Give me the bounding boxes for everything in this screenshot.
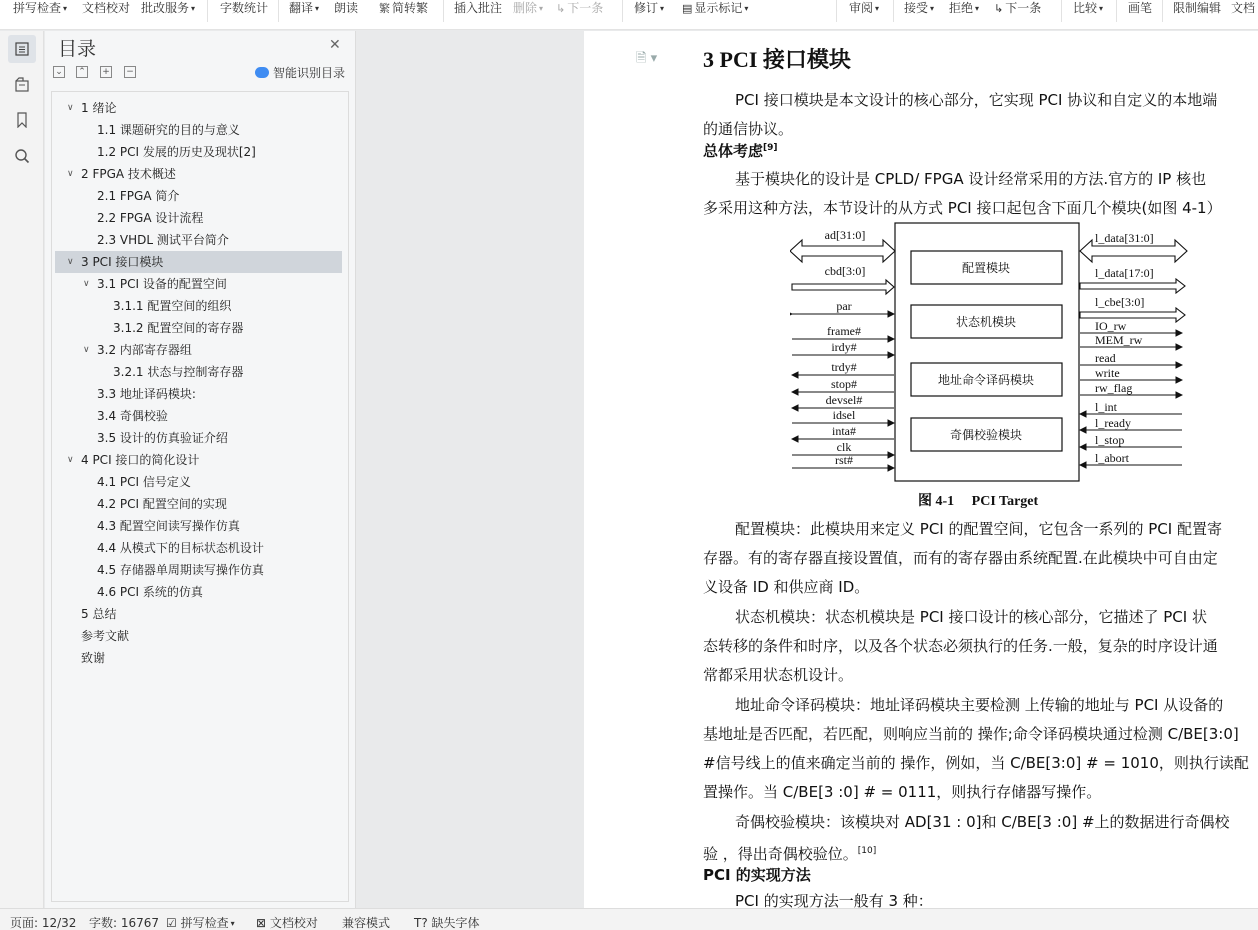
- bookmark-icon: [14, 112, 30, 128]
- toc-item[interactable]: [55, 603, 342, 625]
- paragraph-line: 基于模块化的设计是 CPLD/ FPGA 设计经常采用的方法.官方的 IP 核也: [735, 170, 1207, 188]
- chevron-down-icon: ▾: [660, 4, 665, 13]
- chevron-down-icon[interactable]: ∨: [83, 345, 90, 355]
- ai-robot-icon: [255, 67, 269, 78]
- signal-label: inta#: [832, 424, 856, 438]
- track-changes-label: 修订: [634, 1, 659, 15]
- paragraph-line: 常都采用状态机设计。: [703, 666, 854, 684]
- expand-up-icon[interactable]: ⌃: [76, 66, 88, 78]
- toc-item[interactable]: [55, 493, 342, 515]
- toolbar-divider: [836, 0, 837, 22]
- left-signals: [790, 228, 895, 468]
- toolbar-divider: [622, 0, 623, 22]
- toc-item-label: 3 PCI 接口模块: [81, 255, 164, 269]
- toc-item-label: 3.4 奇偶校验: [97, 409, 168, 423]
- chevron-down-icon: ▾: [930, 4, 935, 13]
- chevron-down-icon: ▾: [539, 4, 544, 13]
- chevron-down-icon[interactable]: ∨: [83, 279, 90, 289]
- next-icon: ↳: [556, 2, 566, 15]
- read-aloud-button[interactable]: 朗读: [334, 1, 359, 15]
- figure-caption-number: 图 4-1: [918, 494, 955, 509]
- chevron-down-icon[interactable]: ∨: [67, 257, 74, 267]
- toc-icon: [14, 41, 30, 57]
- signal-label: trdy#: [831, 360, 857, 374]
- paragraph-line: 存器。有的寄存器直接设置值，而有的寄存器由系统配置.在此模块中可自由定: [703, 549, 1218, 567]
- toc-item[interactable]: [55, 185, 342, 207]
- status-bar: [0, 908, 1258, 930]
- toc-item-label: 4.3 配置空间读写操作仿真: [97, 519, 240, 533]
- status-proof-label: 文档校对: [269, 916, 318, 930]
- ai-toc-button[interactable]: [255, 64, 345, 81]
- toolbar-divider: [1116, 0, 1117, 22]
- add-heading-icon[interactable]: +: [100, 66, 112, 78]
- module-block-label: 奇偶校验模块: [949, 428, 1023, 442]
- search-button[interactable]: [8, 142, 36, 170]
- toc-item[interactable]: [55, 515, 342, 537]
- toc-item[interactable]: [55, 317, 342, 339]
- toc-item-label: 2.2 FPGA 设计流程: [97, 211, 204, 225]
- track-changes-button[interactable]: [634, 0, 664, 16]
- toc-item-label: 1.2 PCI 发展的历史及现状[2]: [97, 145, 256, 159]
- signal-label: clk: [836, 440, 852, 454]
- figure-caption-title: PCI Target: [971, 494, 1039, 509]
- toc-item[interactable]: [55, 251, 342, 273]
- status-proof-button[interactable]: [256, 914, 318, 930]
- signal-label: l_abort: [1095, 451, 1129, 465]
- chevron-down-icon: ▾: [315, 4, 320, 13]
- toc-item[interactable]: [55, 537, 342, 559]
- missing-font-label: 缺失字体: [431, 916, 480, 930]
- toc-item[interactable]: [55, 141, 342, 163]
- next-change-button[interactable]: [994, 0, 1041, 16]
- toolbar-divider: [207, 0, 208, 22]
- signal-label: l_ready: [1095, 416, 1131, 430]
- toc-item-label: 4.6 PCI 系统的仿真: [97, 585, 203, 599]
- chevron-down-icon: ▾: [875, 4, 880, 13]
- close-icon[interactable]: ✕: [329, 37, 341, 53]
- markup-icon: ▤: [682, 2, 693, 15]
- paragraph-line: 奇偶校验模块：该模块对 AD[31 : 0]和 C/BE[3 :0] #上的数据进行奇偶校: [735, 813, 1230, 831]
- toc-item-label: 1 绪论: [81, 101, 117, 115]
- signal-label: MEM_rw: [1095, 333, 1143, 347]
- toc-panel: [45, 31, 356, 908]
- status-spell-check-button[interactable]: [166, 914, 235, 930]
- signal-label: rw_flag: [1095, 381, 1133, 395]
- translate-button[interactable]: [289, 0, 319, 16]
- bookmark-button[interactable]: [8, 106, 36, 134]
- paragraph-line: PCI 接口模块是本文设计的核心部分，它实现 PCI 协议和自定义的本地端: [735, 91, 1218, 109]
- word-count-indicator[interactable]: 字数: 16767: [89, 916, 160, 930]
- toc-item-label: 4.4 从模式下的目标状态机设计: [97, 541, 264, 555]
- signal-label: l_cbe[3:0]: [1095, 295, 1145, 309]
- toc-item[interactable]: [55, 647, 342, 669]
- next-label: 下一条: [567, 1, 604, 15]
- translate-label: 翻译: [289, 1, 314, 15]
- paragraph-line: 的通信协议。: [703, 120, 794, 138]
- next-change-label: 下一条: [1005, 1, 1042, 15]
- toc-item-label: 2 FPGA 技术概述: [81, 167, 176, 181]
- toc-item-label: 2.3 VHDL 测试平台简介: [97, 233, 229, 247]
- missing-font-button[interactable]: [414, 914, 480, 930]
- section-heading: [703, 140, 778, 161]
- review-button[interactable]: [849, 0, 879, 16]
- signal-label: par: [836, 299, 852, 313]
- toc-item-label: 2.1 FPGA 简介: [97, 189, 180, 203]
- chevron-down-icon: ▾: [975, 4, 980, 13]
- toc-item[interactable]: [55, 383, 342, 405]
- toc-item-label: 3.1 PCI 设备的配置空间: [97, 277, 227, 291]
- accept-label: 接受: [904, 1, 929, 15]
- compare-label: 比较: [1073, 1, 1098, 15]
- spell-check-label: 拼写检查: [13, 1, 62, 15]
- paragraph-text: 验 ，得出奇偶校验位。: [703, 845, 858, 863]
- toc-item-label: 1.1 课题研究的目的与意义: [97, 123, 240, 137]
- signal-label: IO_rw: [1095, 319, 1127, 333]
- toc-item-label: 3.3 地址译码模块:: [97, 387, 196, 401]
- check-icon: ☑: [166, 916, 177, 930]
- figure-caption: [918, 490, 1038, 510]
- document-page[interactable]: [584, 31, 1258, 908]
- signal-label: l_int: [1095, 400, 1118, 414]
- toc-title: 目录: [58, 38, 97, 60]
- toolbar-divider: [443, 0, 444, 22]
- toc-item[interactable]: [55, 229, 342, 251]
- pci-target-figure: [790, 221, 1190, 483]
- toolbar-divider: [893, 0, 894, 22]
- signal-label: write: [1095, 366, 1120, 380]
- next-icon: ↳: [994, 2, 1004, 15]
- status-spell-label: 拼写检查: [180, 916, 229, 930]
- signal-label: l_data[17:0]: [1095, 266, 1154, 280]
- show-markup-button[interactable]: [682, 0, 748, 16]
- toc-item[interactable]: [55, 581, 342, 603]
- ai-toc-label: 智能识别目录: [273, 66, 346, 80]
- toc-pane-button[interactable]: [8, 35, 36, 63]
- toc-item[interactable]: [55, 119, 342, 141]
- signal-label: irdy#: [831, 340, 857, 354]
- signal-label: idsel: [832, 408, 856, 422]
- signal-label: l_data[31:0]: [1095, 231, 1154, 245]
- chevron-down-icon: ▾: [191, 4, 196, 13]
- spell-check-button[interactable]: [13, 0, 67, 16]
- toc-item[interactable]: [55, 207, 342, 229]
- toc-item-label: 4.2 PCI 配置空间的实现: [97, 497, 227, 511]
- paragraph-line: #信号线上的值来确定当前的 操作，例如，当 C/BE[3:0] # = 1010，则执行读配: [703, 754, 1249, 772]
- page-title: 3 PCI 接口模块: [703, 47, 851, 72]
- accept-button[interactable]: [904, 0, 934, 16]
- collapse-all-icon[interactable]: ⌄: [53, 66, 65, 78]
- proof-icon: ⊠: [256, 916, 267, 930]
- toc-item[interactable]: [55, 471, 342, 493]
- section-heading-text: 总体考虑: [703, 142, 764, 160]
- font-warning-icon: T?: [414, 916, 428, 930]
- remove-heading-icon[interactable]: −: [124, 66, 136, 78]
- paragraph-line: 地址命令译码模块：地址译码模块主要检测 上传输的地址与 PCI 从设备的: [735, 696, 1224, 714]
- chevron-down-icon: ▾: [63, 4, 68, 13]
- doc-more-button[interactable]: 文档: [1231, 1, 1256, 15]
- document-gutter: [357, 31, 583, 908]
- toolbar-divider: [1061, 0, 1062, 22]
- chevron-down-icon: ▾: [230, 919, 235, 928]
- page-options-icon[interactable]: 🗎 ▾: [636, 51, 658, 66]
- toc-item-label: 4.5 存储器单周期读写操作仿真: [97, 563, 264, 577]
- toc-item-label: 致谢: [81, 651, 106, 665]
- toc-item[interactable]: [55, 449, 342, 471]
- bus-arrow: [792, 280, 894, 294]
- toc-item-label: 3.1.1 配置空间的组织: [113, 299, 232, 313]
- toolbar-divider: [1162, 0, 1163, 22]
- toc-item-label: 3.2 内部寄存器组: [97, 343, 192, 357]
- module-block-label: 状态机模块: [955, 315, 1017, 329]
- signal-label: devsel#: [825, 393, 863, 407]
- signal-label: read: [1095, 351, 1116, 365]
- toc-item[interactable]: [55, 339, 342, 361]
- module-block-label: 地址命令译码模块: [937, 373, 1035, 387]
- reject-button[interactable]: [949, 0, 979, 16]
- right-signals: [1080, 231, 1187, 465]
- toc-item[interactable]: [55, 559, 342, 581]
- word-count-button[interactable]: 字数统计: [220, 1, 269, 15]
- simp-trad-button[interactable]: [379, 0, 428, 16]
- nav-icon-rail: [0, 31, 44, 908]
- restrict-edit-button[interactable]: 限制编辑: [1173, 1, 1222, 15]
- toc-item[interactable]: [55, 427, 342, 449]
- chevron-down-icon: ▾: [744, 4, 749, 13]
- compare-button[interactable]: [1073, 0, 1103, 16]
- paragraph-line: PCI 的实现方法一般有 3 种：: [735, 892, 933, 908]
- insert-comment-button[interactable]: 插入批注: [454, 1, 503, 15]
- bus-arrow: [1080, 279, 1185, 293]
- toc-item[interactable]: [55, 273, 342, 295]
- paragraph-line: 多采用这种方法，本节设计的从方式 PCI 接口起包含下面几个模块(如图 4-1）: [703, 199, 1222, 217]
- chevron-down-icon[interactable]: ∨: [67, 169, 74, 179]
- paragraph-line: 义设备 ID 和供应商 ID。: [703, 578, 870, 596]
- toc-item[interactable]: [55, 361, 342, 383]
- show-markup-label: 显示标记: [694, 1, 743, 15]
- module-block-label: 配置模块: [961, 261, 1011, 275]
- paragraph-line: 状态机模块：状态机模块是 PCI 接口设计的核心部分，它描述了 PCI 状: [735, 608, 1207, 626]
- toc-item-label: 5 总结: [81, 607, 117, 621]
- toc-item[interactable]: [55, 625, 342, 647]
- chapter-nav-button[interactable]: [8, 71, 36, 99]
- toc-item-label: 3.2.1 状态与控制寄存器: [113, 365, 244, 379]
- toc-item[interactable]: [55, 163, 342, 185]
- search-icon: [14, 148, 30, 164]
- paragraph-line: 置操作。当 C/BE[3 :0] # = 0111，则执行存储器写操作。: [703, 783, 1102, 801]
- toc-item-label: 3.5 设计的仿真验证介绍: [97, 431, 228, 445]
- revision-service-label: 批改服务: [141, 1, 190, 15]
- delete-label: 删除: [513, 1, 538, 15]
- section-heading: PCI 的实现方法: [703, 866, 811, 884]
- chapter-icon: [14, 77, 30, 93]
- reject-label: 拒绝: [949, 1, 974, 15]
- signal-label: l_stop: [1095, 433, 1125, 447]
- revision-service-button[interactable]: [141, 0, 195, 16]
- simp-trad-icon: 繁: [379, 2, 390, 15]
- toc-item[interactable]: [55, 405, 342, 427]
- ink-button[interactable]: 画笔: [1128, 1, 1153, 15]
- paragraph-line: 态转移的条件和时序，以及各个状态必须执行的任务.一般，复杂的时序设计通: [703, 637, 1218, 655]
- toc-item[interactable]: [55, 295, 342, 317]
- review-label: 审阅: [849, 1, 874, 15]
- signal-label: ad[31:0]: [824, 228, 866, 242]
- signal-label: frame#: [827, 324, 861, 338]
- toc-list: [51, 91, 349, 902]
- paragraph-line: 基地址是否匹配，若匹配，则响应当前的 操作;命令译码模块通过检测 C/BE[3:0]: [703, 725, 1239, 743]
- paragraph-line: 配置模块：此模块用来定义 PCI 的配置空间，它包含一系列的 PCI 配置寄: [735, 520, 1222, 538]
- toc-item-label: 3.1.2 配置空间的寄存器: [113, 321, 244, 335]
- chevron-down-icon[interactable]: ∨: [67, 103, 74, 113]
- toc-item-label: 4.1 PCI 信号定义: [97, 475, 191, 489]
- bus-arrow: [790, 240, 895, 262]
- signal-label: stop#: [830, 377, 858, 391]
- simp-trad-label: 简转繁: [392, 1, 429, 15]
- signal-label: cbd[3:0]: [824, 264, 866, 278]
- citation-ref: [10]: [857, 846, 877, 856]
- chevron-down-icon: ▾: [1099, 4, 1104, 13]
- ribbon-toolbar: [0, 0, 1258, 30]
- toc-item-label: 参考文献: [81, 629, 130, 643]
- delete-comment-button[interactable]: [513, 0, 543, 16]
- doc-proof-button[interactable]: 文档校对: [82, 1, 131, 15]
- next-comment-button[interactable]: [556, 0, 603, 16]
- toc-item[interactable]: [55, 97, 342, 119]
- signal-label: rst#: [835, 453, 853, 467]
- toc-item-label: 4 PCI 接口的简化设计: [81, 453, 200, 467]
- toolbar-divider: [278, 0, 279, 22]
- chevron-down-icon[interactable]: ∨: [67, 455, 74, 465]
- page-indicator[interactable]: 页面: 12/32: [10, 916, 77, 930]
- citation-ref: [9]: [763, 143, 778, 153]
- compat-mode-label: 兼容模式: [342, 916, 391, 930]
